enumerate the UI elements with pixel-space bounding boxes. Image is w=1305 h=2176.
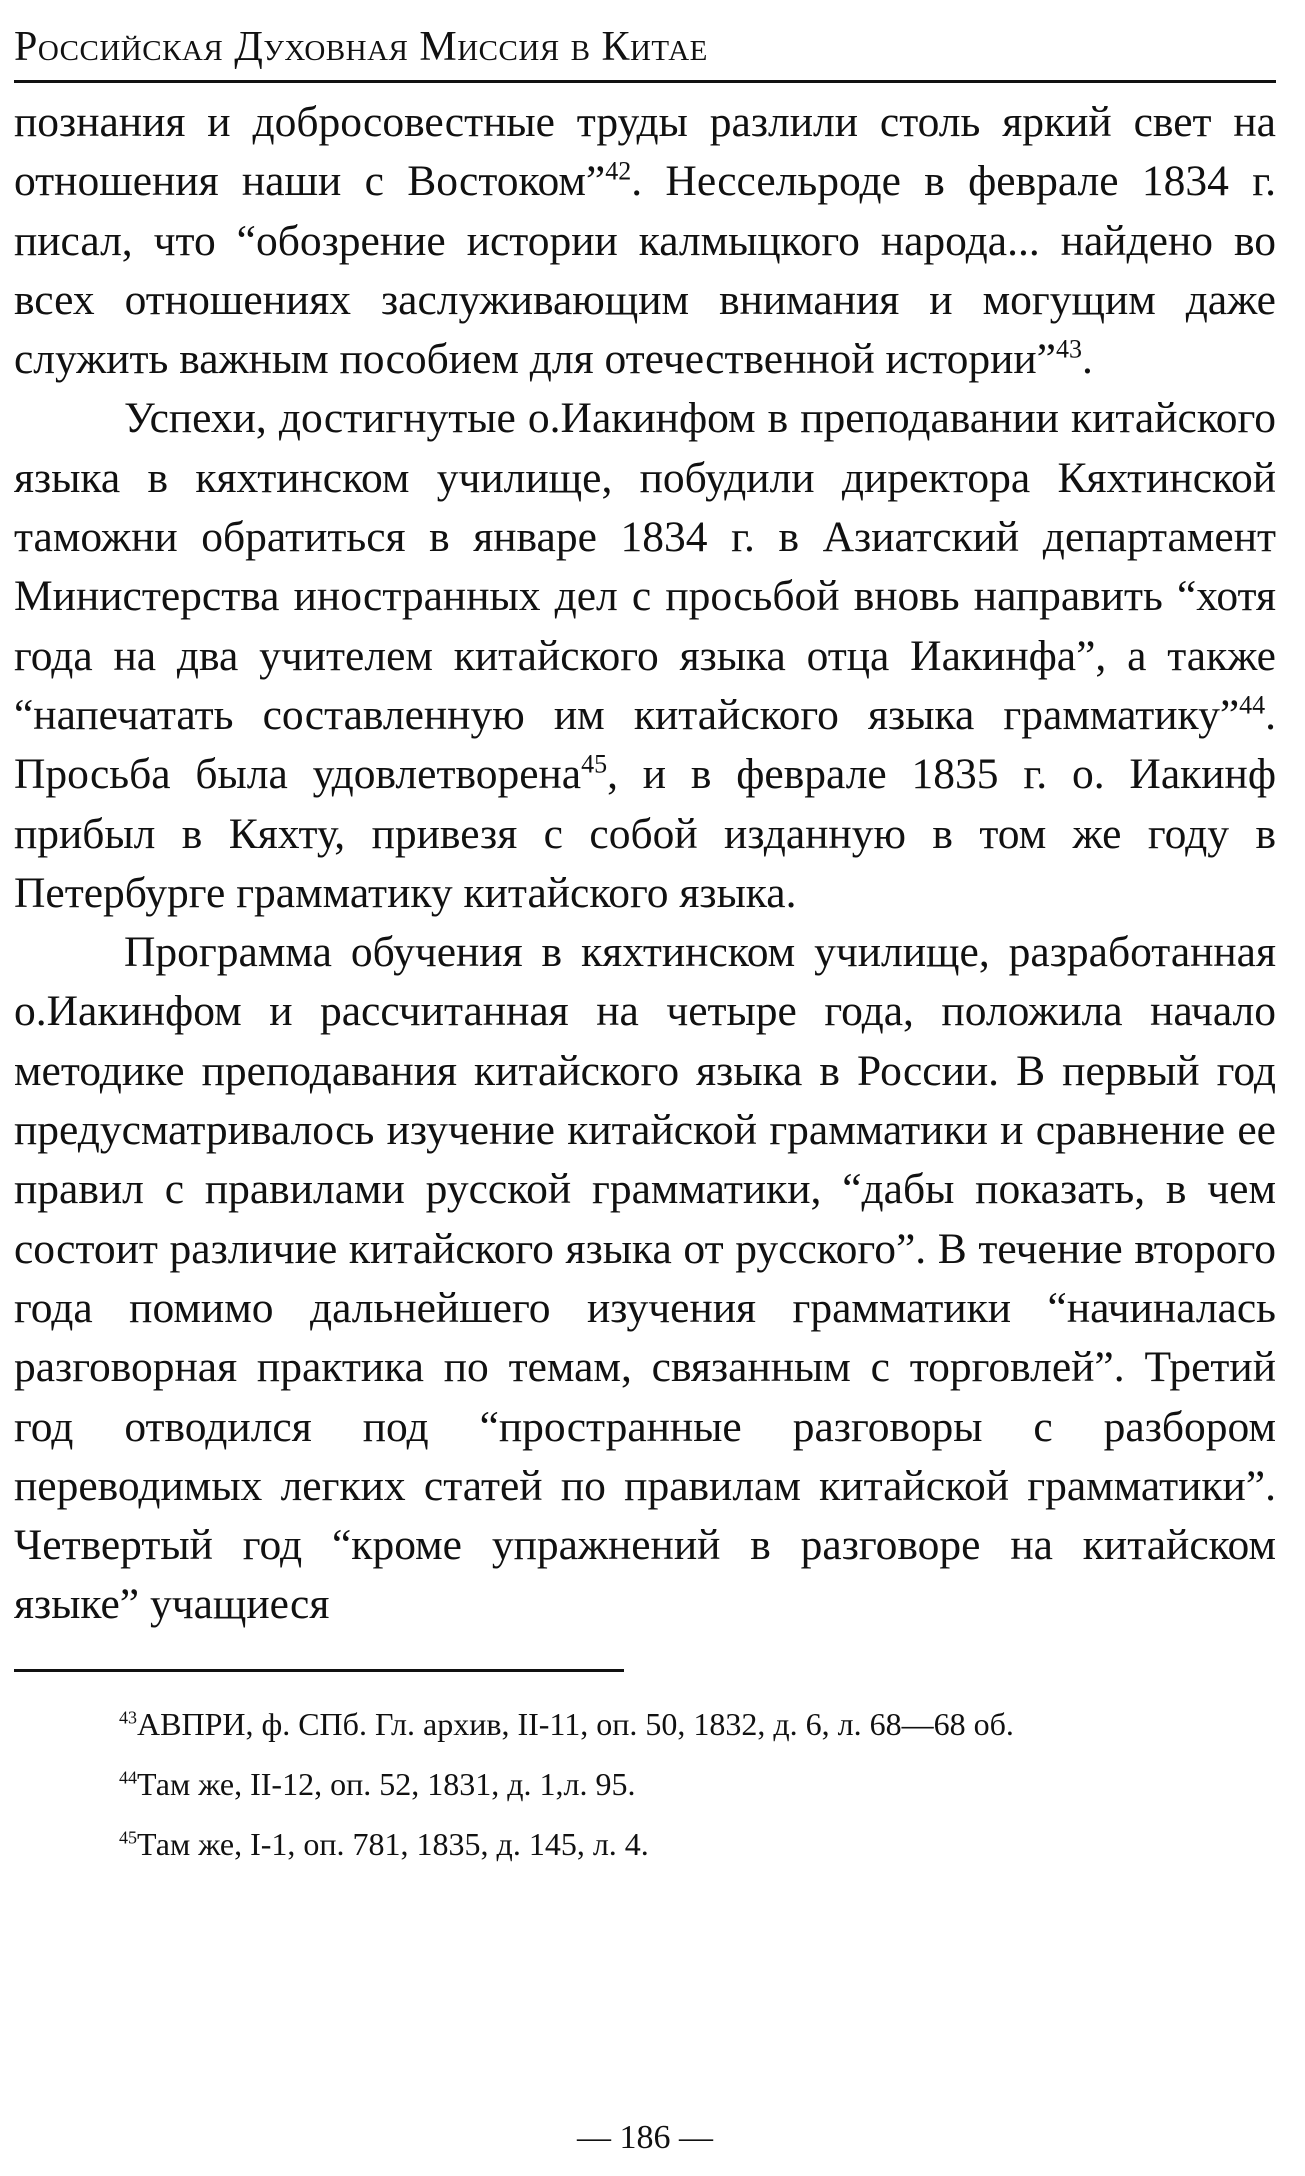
- main-text: [14, 93, 1276, 1635]
- footnote-number: 44: [119, 1767, 137, 1788]
- footnote-ref: 44: [1239, 690, 1266, 720]
- footnote-text: Там же, I-1, оп. 781, 1835, д. 145, л. 4.: [137, 1825, 649, 1862]
- paragraph-text: познания и добросовестные труды разлили столь яркий свет на отношения наши с Востоком”: [14, 98, 1276, 206]
- paragraph-text: . Нессельроде в феврале 1834 г. писал, что “обозрение истории калмыцкого народа... найдено во всех отношениях заслуживающим внимания и могущим даже служить важным пособием для отечественной истории”: [14, 157, 1277, 384]
- footnote-divider: [14, 1669, 624, 1672]
- footnote-number: 45: [119, 1827, 137, 1848]
- footnote-44: [14, 1754, 1276, 1814]
- paragraph-text: , и в феврале 1835 г. о. Иакинф прибыл в Кяхту, привезя с собой изданную в том же году в Петербурге грамматику китайского языка.: [14, 750, 1277, 917]
- paragraph-text: Успехи, достигнутые о.Иакинфом в преподавании китайского языка в кяхтинском училище, побудили директора Кяхтинской таможни обратиться в январе 1834 г. в Азиатский департамент Министерства иностранных дел с просьбой вновь направить “хотя года на два учителем китайского языка отца Иакинфа”, а также “напечатать составленную им китайского языка грамматику”: [14, 394, 1276, 739]
- footnotes: [14, 1694, 1276, 1874]
- paragraph-text: . Просьба была удовлетворена: [14, 690, 1276, 799]
- running-head: Российская Духовная Миссия в Китае: [14, 18, 1276, 83]
- footnote-number: 43: [119, 1707, 137, 1728]
- footnote-ref: 45: [581, 749, 608, 779]
- footnote-ref: 43: [1055, 334, 1082, 364]
- footnote-text: АВПРИ, ф. СПб. Гл. архив, II-11, оп. 50, 1832, д. 6, л. 68—68 об.: [137, 1705, 1014, 1742]
- paragraph-1: [14, 93, 1276, 389]
- footnote-43: [14, 1694, 1276, 1754]
- page-number: — 186 —: [577, 2119, 713, 2156]
- footnote-45: [14, 1814, 1276, 1874]
- footnote-text: Там же, II-12, оп. 52, 1831, д. 1,л. 95.: [137, 1765, 636, 1802]
- paragraph-2: [14, 389, 1276, 923]
- footnote-ref: 42: [605, 156, 632, 186]
- paragraph-3: Программа обучения в кяхтинском училище, разработанная о.Иакинфом и рассчитанная на четыре года, положила начало методике преподавания китайского языка в России. В первый год предусматривалось изучение китайской грамматики и сравнение ее правил с правилами русской грамматики, “дабы показать, в чем состоит различие китайского языка от русского”. В течение второго года помимо дальнейшего изучения грамматики “начиналась разговорная практика по темам, связанным с торговлей”. Третий год отводился под “пространные разговоры с разбором переводимых легких статей по правилам китайской грамматики”. Четвертый год “кроме упражнений в разговоре на китайском языке” учащиеся: [14, 928, 1276, 1629]
- book-page: [14, 18, 1276, 2158]
- paragraph-text: .: [1081, 335, 1093, 384]
